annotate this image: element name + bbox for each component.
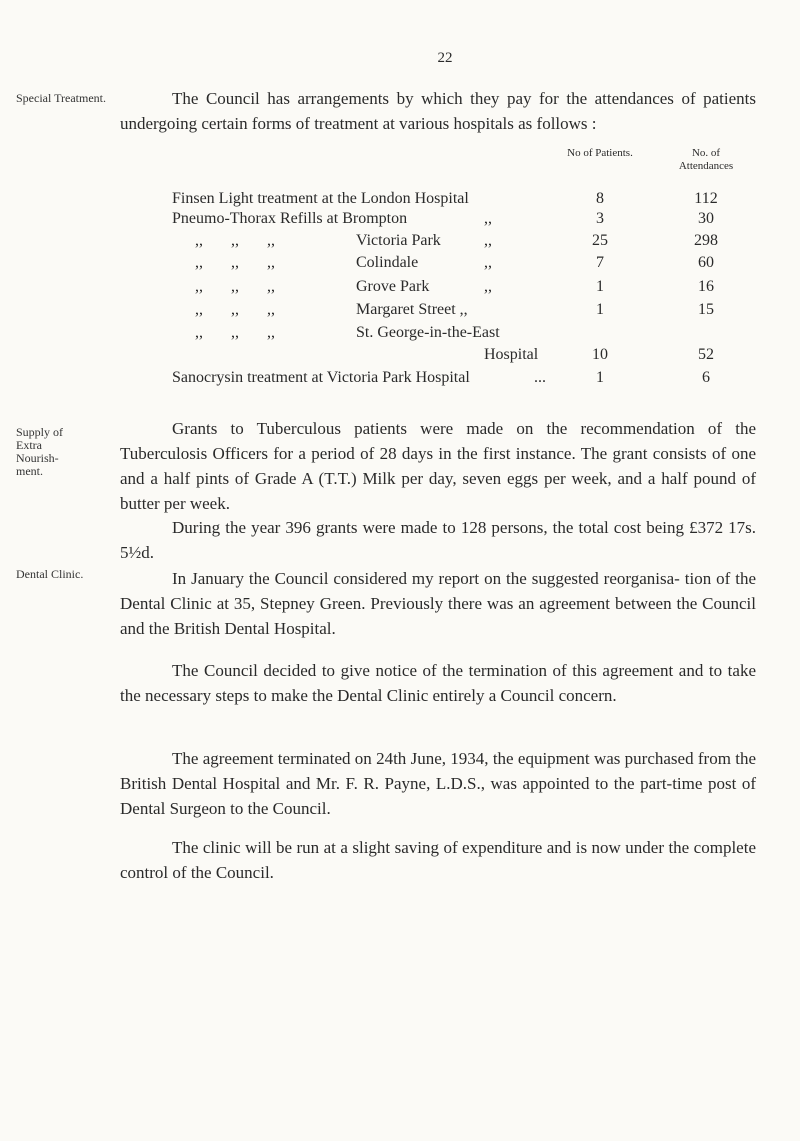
table-row (0, 369, 800, 391)
row-label: Finsen Light treatment at the London Hospital (172, 190, 469, 207)
table-row (0, 190, 800, 212)
row-attendances: 52 (698, 346, 714, 363)
row-ditto: ,, (484, 232, 492, 249)
row-patients: 8 (596, 190, 604, 207)
row-ditto-marks: ,, ,, ,, (195, 232, 275, 249)
row-attendances: 30 (698, 210, 714, 227)
row-attendances: 298 (694, 232, 718, 249)
paragraph-dental-clinic-2: The Council decided to give notice of the termination of this agreement and to take the necessary steps to make the Dental Clinic entirely a Council concern. (120, 661, 756, 705)
row-ditto-marks: ,, ,, ,, (195, 301, 275, 318)
table-row (0, 210, 800, 232)
row-ditto-marks: ,, ,, ,, (195, 324, 275, 341)
row-label: Colindale (356, 254, 419, 271)
row-attendances: 15 (698, 301, 714, 318)
paragraph-special-treatment: The Council has arrangements by which they pay for the attendances of patients undergoing certain forms of treatment at various hospitals as follows : (120, 89, 756, 133)
row-patients: 25 (592, 232, 608, 249)
row-ditto: ,, (484, 210, 492, 227)
table-row (0, 324, 800, 368)
row-label: Victoria Park (356, 232, 441, 249)
row-ditto-marks: ,, ,, ,, (195, 278, 275, 295)
row-ditto: ,, (484, 278, 492, 295)
row-attendances: 6 (702, 369, 710, 386)
paragraph-dental-clinic-4: The clinic will be run at a slight saving of expenditure and is now under the complete control of the Council. (120, 838, 756, 882)
row-label-continued: Hospital (484, 346, 539, 363)
row-ditto: ,, (484, 254, 492, 271)
margin-note-extra-nourishment: Supply of Extra Nourish- ment. (16, 425, 64, 478)
table-header-patients: No of Patients. (567, 147, 633, 159)
paragraph-dental-clinic-1: In January the Council considered my report on the suggested reorganisa- tion of the Dental Clinic at 35, Stepney Green. Previously there was an agreement between the Council and the British Dental Hospital. (120, 569, 756, 638)
table-row (0, 301, 800, 323)
row-patients: 10 (592, 346, 608, 363)
row-ditto-marks: ,, ,, ,, (195, 254, 275, 271)
paragraph-extra-nourishment-2: During the year 396 grants were made to 128 persons, the total cost being £372 17s. 5½d. (120, 518, 756, 562)
row-attendances: 16 (698, 278, 714, 295)
row-patients: 1 (596, 369, 604, 386)
row-patients: 3 (596, 210, 604, 227)
row-label: Pneumo-Thorax Refills at Brompton (172, 210, 408, 227)
table-row (0, 254, 800, 276)
row-leader-dots: ... (534, 369, 546, 386)
row-patients: 1 (596, 278, 604, 295)
margin-note-dental-clinic: Dental Clinic. (16, 567, 84, 581)
row-attendances: 60 (698, 254, 714, 271)
row-label: Grove Park (356, 278, 430, 295)
table-row (0, 232, 800, 254)
paragraph-extra-nourishment-1: Grants to Tuberculous patients were made on the recommendation of the Tuberculosis Officers for a period of 28 days in the first instance. The grant consists of one and a half pints of Grade A (T.T.) Milk per day, seven eggs per week, and a half pound of butter per week. (120, 419, 756, 513)
margin-note-special-treatment: Special Treatment. (16, 91, 106, 105)
page-number: 22 (437, 50, 453, 66)
row-label: St. George-in-the-East (356, 324, 500, 341)
row-patients: 1 (596, 301, 604, 318)
row-label: Sanocrysin treatment at Victoria Park Hospital (172, 369, 470, 386)
table-row (0, 278, 800, 300)
row-label: Margaret Street ,, (356, 301, 468, 318)
row-attendances: 112 (694, 190, 718, 207)
paragraph-dental-clinic-3: The agreement terminated on 24th June, 1934, the equipment was purchased from the British Dental Hospital and Mr. F. R. Payne, L.D.S., was appointed to the part-time post of Dental Surgeon to the Council. (120, 749, 756, 818)
row-patients: 7 (596, 254, 604, 271)
table-header-attendances: No. of Attendances (678, 147, 734, 172)
